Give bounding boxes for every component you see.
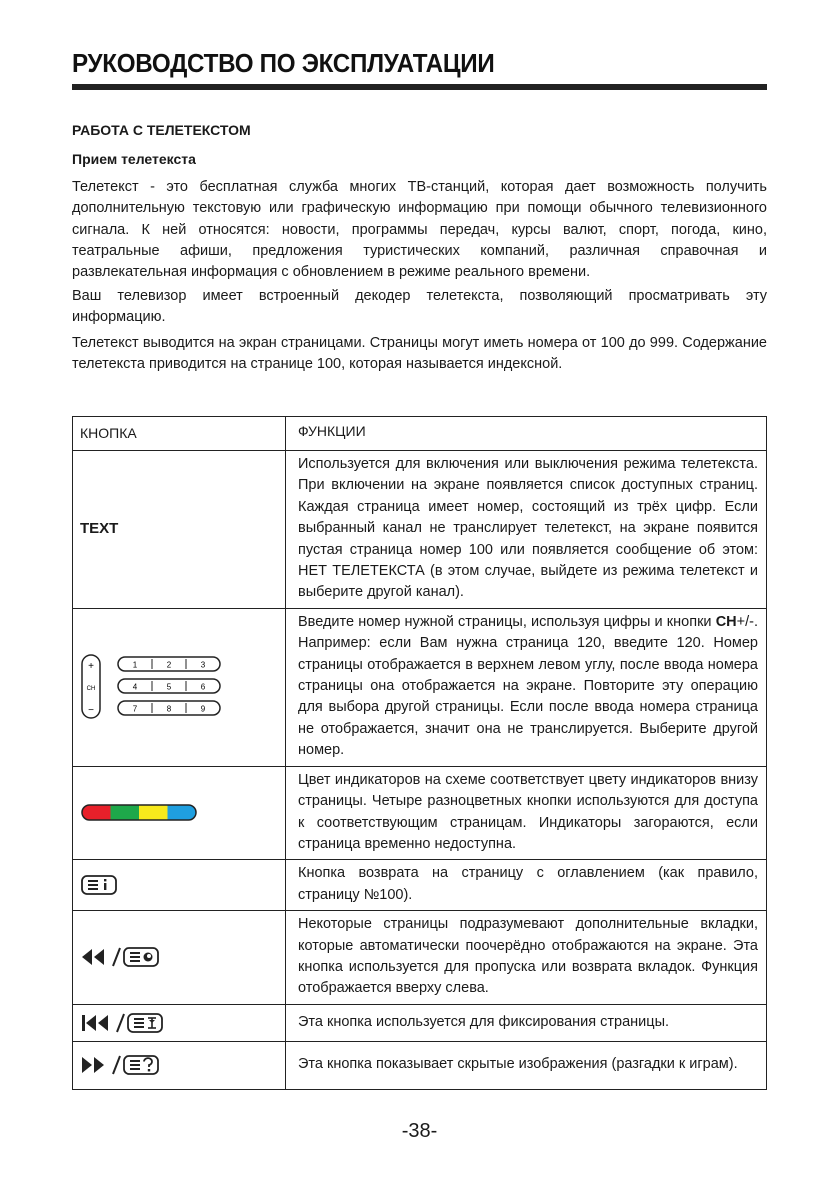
function-cell: Некоторые страницы подразумевают дополнительные вкладки, которые автоматически поочерёдно отображаются на экране. Эта кнопка используется для пропуска или возврата вкладок. Функция отображается вверху слева. [286,911,767,1005]
key-cell [73,1041,286,1089]
number-key-8: 8 [166,704,172,714]
number-key-1: 1 [132,660,138,670]
number-key-5: 5 [166,682,172,692]
column-header-functions: ФУНКЦИИ [286,417,767,451]
key-cell [73,860,286,911]
number-keypad [118,657,220,715]
table-header-row [73,417,767,451]
prev-hold-icon [80,1011,176,1035]
ch-and-number-keypad-icon [80,654,230,720]
table-row [73,766,767,860]
paragraph-intro: Телетекст - это бесплатная служба многих ТВ-станций, которая дает возможность получить дополнительную текстовую или графическую информацию при помощи обычного телевизионного сигнала. К ней относятся: новости, программы передач, курсы валют, спорт, погода, кино, театральные афиши, предложения туристических компаний, различная справочная и развлекательная информация с обновлением в режиме реального времени. [72,179,767,281]
number-key-7: 7 [132,704,138,714]
table-row [73,451,767,609]
number-key-4: 4 [132,682,138,692]
table-row [73,608,767,766]
key-cell [73,1004,286,1041]
number-key-2: 2 [166,660,172,670]
ch-minus-label: − [88,705,94,717]
table-row [73,1004,767,1041]
paragraph-pages: Телетекст выводится на экран страницами. Страницы могут иметь номера от 100 до 999. Содержание телетекста приводится на странице 100, которая называется индексной. [72,335,767,373]
function-cell [286,608,767,766]
text-key-label: TEXT [80,520,119,538]
function-cell: Кнопка возврата на страницу с оглавлением (как правило, страницу №100). [286,860,767,911]
blue-button [168,805,197,820]
ch-key-text: CH [715,613,737,630]
function-cell: Эта кнопка используется для фиксирования страницы. [286,1004,767,1041]
yellow-button [139,805,168,820]
function-cell: Эта кнопка показывает скрытые изображения (разгадки к играм). [286,1041,767,1089]
func-text-part: +/-. Например: если Вам нужна страница 120, введите 120. Номер страницы отображается в верхнем левом углу, после ввода номера страницы она отображается на экране. Повторите эту операцию для выбора другой страницы. Если после ввода номера страница не отображается, значит она не транслируется. Выберите другой номер. [298,613,758,759]
number-key-9: 9 [200,704,206,714]
page-title: РУКОВОДСТВО ПО ЭКСПЛУАТАЦИИ [72,48,495,78]
index-icon [80,874,120,896]
paragraph-decoder: Ваш телевизор имеет встроенный декодер телетекста, позволяющий просматривать эту информацию. [72,288,767,326]
color-buttons-icon [80,803,200,823]
table-row [73,1041,767,1089]
key-cell [73,911,286,1005]
fforward-reveal-icon [80,1053,170,1077]
key-cell [73,608,286,766]
rewind-subpage-icon [80,945,170,969]
section-heading: РАБОТА С ТЕЛЕТЕКСТОМ [72,122,251,138]
page-number: -38- [401,1120,438,1142]
number-key-3: 3 [200,660,206,670]
key-cell [73,451,286,609]
number-key-6: 6 [200,682,206,692]
red-button [82,805,111,820]
func-text-part: Введите номер нужной страницы, используя цифры и кнопки [298,613,716,630]
ch-plus-label: + [88,661,94,673]
sub-heading: Прием телетекста [72,151,196,167]
title-rule [72,84,767,90]
button-function-table [72,416,767,1090]
key-cell [73,766,286,860]
table-row [73,911,767,1005]
function-cell: Используется для включения или выключения режима телетекста. При включении на экране появляется список доступных страниц. Каждая страница имеет номер, состоящий из трёх цифр. Если выбранный канал не транслирует телетекст, на экране появится пустая страница номер 100 или появляется сообщение об этом: НЕТ ТЕЛЕТЕКСТА (в этом случае, выйдете из режима телетекст и выберите другой канал). [286,451,767,609]
function-cell: Цвет индикаторов на схеме соответствует цвету индикаторов внизу страницы. Четыре разноцветных кнопки используются для доступа к соответствующим страницам. Индикаторы загораются, если страница временно недоступна. [286,766,767,860]
table-row [73,860,767,911]
column-header-button: КНОПКА [73,417,286,451]
green-button [111,805,140,820]
ch-label: CH [86,686,96,693]
